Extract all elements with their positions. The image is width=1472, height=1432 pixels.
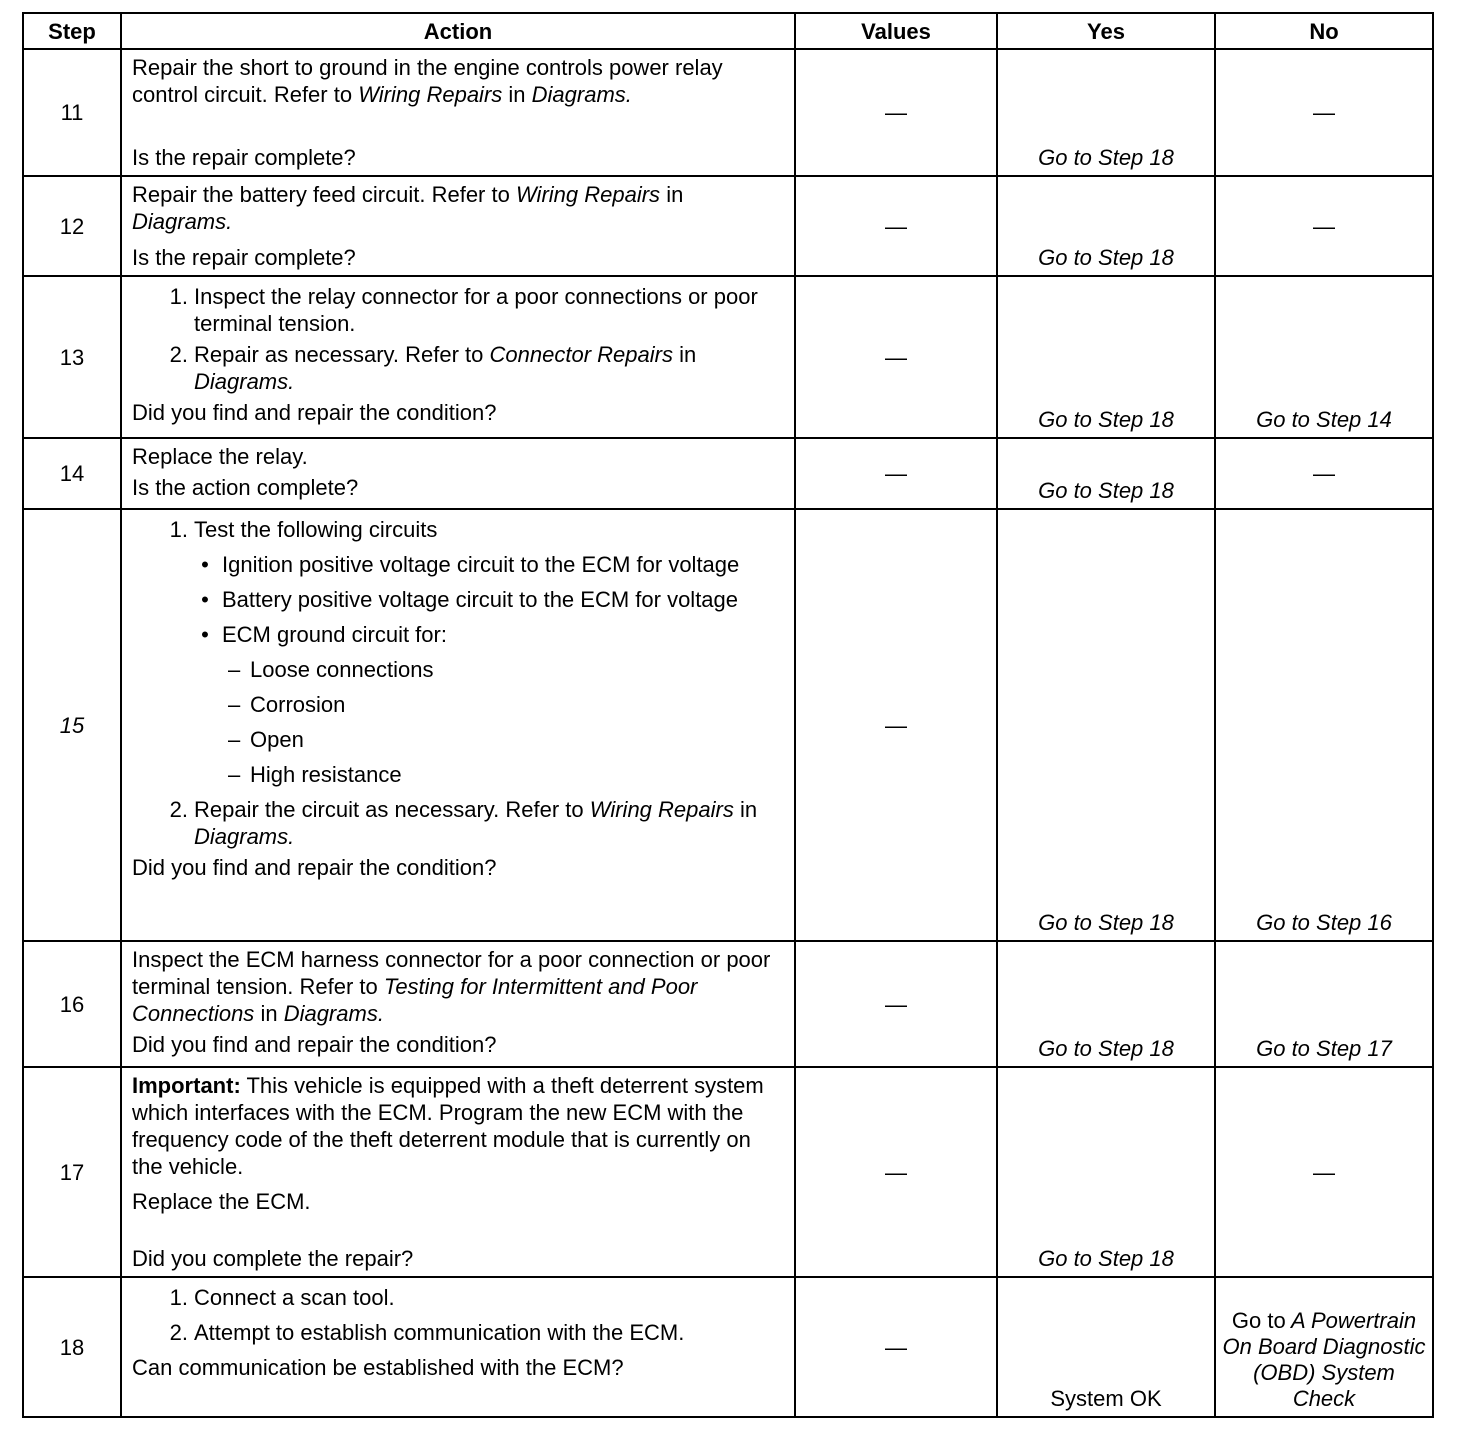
step-number: 15	[23, 509, 121, 941]
yes-cell: Go to Step 18	[997, 1067, 1215, 1277]
action-question: Did you complete the repair?	[132, 1246, 414, 1271]
table-row	[23, 941, 1433, 1067]
yes-cell: Go to Step 18	[997, 509, 1215, 941]
yes-cell: Go to Step 18	[997, 438, 1215, 509]
important-note: Important: This vehicle is equipped with a theft deterrent system which interfaces with the ECM. Program the new ECM with the frequency code of the theft deterrent module that is currently on the vehicle.	[132, 1073, 764, 1179]
step-number: 14	[23, 438, 121, 509]
no-cell: —	[1215, 1067, 1433, 1277]
numbered-item: 1. Connect a scan tool.	[169, 1285, 395, 1310]
yes-cell: Go to Step 18	[997, 941, 1215, 1067]
table-row	[23, 1067, 1433, 1277]
sub-item: – High resistance	[228, 762, 402, 787]
bullet-item: • Battery positive voltage circuit to the ECM for voltage	[201, 587, 739, 612]
numbered-item: 2. Repair the circuit as necessary. Refer to Wiring Repairs in Diagrams.	[169, 797, 758, 849]
values-cell: —	[795, 438, 997, 509]
yes-cell: Go to Step 18	[997, 176, 1215, 276]
values-cell: —	[795, 49, 997, 176]
values-cell: —	[795, 1277, 997, 1417]
step-number: 13	[23, 276, 121, 438]
action-question: Is the repair complete?	[132, 145, 356, 170]
sub-item: – Corrosion	[228, 692, 346, 717]
action-cell	[121, 1277, 795, 1417]
yes-cell: Go to Step 18	[997, 49, 1215, 176]
values-cell: —	[795, 1067, 997, 1277]
sub-item: – Loose connections	[228, 657, 434, 682]
header-no: No	[1215, 13, 1433, 49]
action-cell	[121, 941, 795, 1067]
bullet-item: • Ignition positive voltage circuit to the ECM for voltage	[201, 552, 740, 577]
action-question: Did you find and repair the condition?	[132, 1032, 497, 1057]
diagnostic-table-container	[22, 12, 1432, 1418]
action-cell	[121, 49, 795, 176]
diagnostic-table	[22, 12, 1434, 1418]
action-text: Replace the ECM.	[132, 1189, 311, 1214]
no-cell: Go to Step 14	[1215, 276, 1433, 438]
step-number: 18	[23, 1277, 121, 1417]
action-cell	[121, 438, 795, 509]
no-prefix: Go to	[1231, 1308, 1286, 1333]
no-cell	[1215, 1277, 1433, 1417]
header-yes: Yes	[997, 13, 1215, 49]
table-row	[23, 1277, 1433, 1417]
step-number: 12	[23, 176, 121, 276]
step-number: 17	[23, 1067, 121, 1277]
yes-cell: Go to Step 18	[997, 276, 1215, 438]
step-number: 16	[23, 941, 121, 1067]
table-row	[23, 438, 1433, 509]
action-question: Is the repair complete?	[132, 245, 356, 270]
action-cell	[121, 509, 795, 941]
values-cell: —	[795, 176, 997, 276]
header-row	[23, 13, 1433, 49]
sub-item: – Open	[228, 727, 304, 752]
no-cell: —	[1215, 49, 1433, 176]
action-question: Did you find and repair the condition?	[132, 855, 497, 880]
numbered-item: 1. Test the following circuits	[169, 517, 438, 542]
header-values: Values	[795, 13, 997, 49]
bullet-item: • ECM ground circuit for:	[201, 622, 447, 647]
yes-cell: System OK	[997, 1277, 1215, 1417]
no-reference: A Powertrain On Board Diagnostic (OBD) System Check	[1222, 1308, 1426, 1411]
action-text: Inspect the ECM harness connector for a poor connection or poor terminal tension. Refer to Testing for Intermittent and Poor Connections in Diagrams.	[132, 947, 771, 1026]
action-text: Repair the battery feed circuit. Refer to Wiring Repairs in Diagrams.	[132, 182, 684, 234]
table-row	[23, 509, 1433, 941]
action-text: Replace the relay.	[132, 444, 308, 469]
table-row	[23, 49, 1433, 176]
table-row	[23, 276, 1433, 438]
values-cell: —	[795, 509, 997, 941]
no-cell: Go to Step 17	[1215, 941, 1433, 1067]
action-cell	[121, 1067, 795, 1277]
action-text: Repair the short to ground in the engine controls power relay control circuit. Refer to Wiring Repairs in Diagrams.	[132, 55, 723, 107]
no-cell: —	[1215, 176, 1433, 276]
action-cell	[121, 276, 795, 438]
action-question: Can communication be established with the ECM?	[132, 1355, 624, 1380]
numbered-item: 1. Inspect the relay connector for a poor connections or poor terminal tension.	[169, 284, 758, 336]
action-question: Is the action complete?	[132, 475, 359, 500]
header-action: Action	[121, 13, 795, 49]
table-row	[23, 176, 1433, 276]
numbered-item: 2. Repair as necessary. Refer to Connector Repairs in Diagrams.	[169, 342, 697, 394]
header-step: Step	[23, 13, 121, 49]
no-cell: Go to Step 16	[1215, 509, 1433, 941]
step-number: 11	[23, 49, 121, 176]
no-cell: —	[1215, 438, 1433, 509]
action-cell	[121, 176, 795, 276]
numbered-item: 2. Attempt to establish communication with the ECM.	[169, 1320, 685, 1345]
values-cell: —	[795, 941, 997, 1067]
action-question: Did you find and repair the condition?	[132, 400, 497, 425]
values-cell: —	[795, 276, 997, 438]
